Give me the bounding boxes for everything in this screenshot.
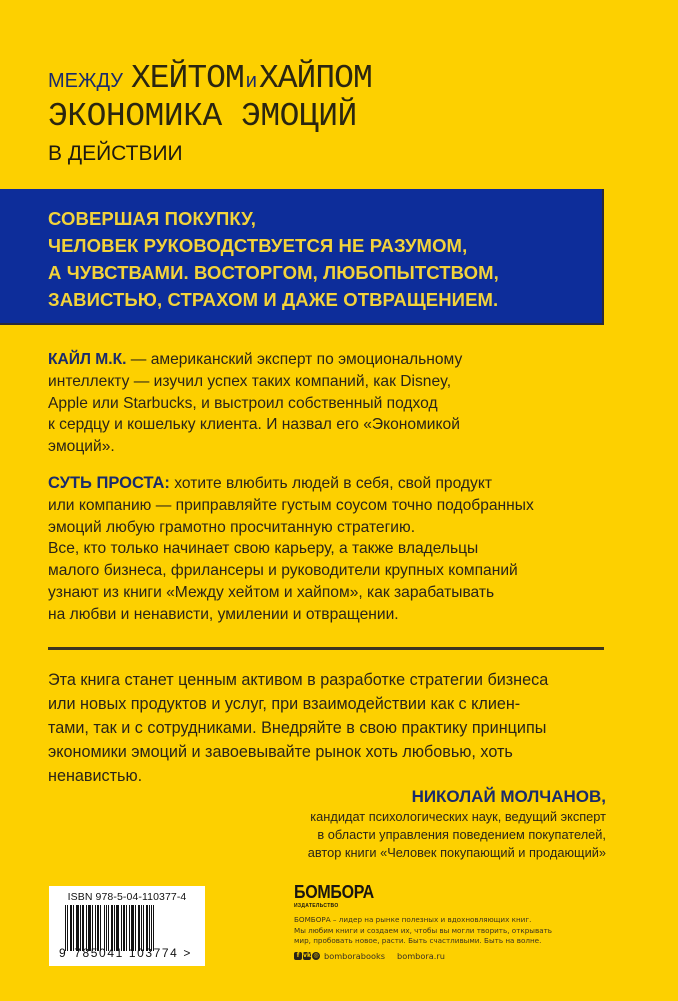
vk-icon[interactable]: vk (303, 951, 311, 959)
tagline-line: СОВЕРШАЯ ПОКУПКУ, (48, 208, 256, 229)
isbn-label: ISBN 978-5-04-110377-4 (67, 891, 187, 903)
publisher-website[interactable]: bombora.ru (397, 950, 445, 961)
divider (48, 647, 604, 650)
paragraph-line: хотите влюбить людей в себя, свой продукт (169, 475, 492, 492)
quote-line: ненавистью. (48, 767, 143, 785)
author-paragraph (48, 349, 628, 458)
paragraph-line: Apple или Starbucks, и выстроил собственный подход (48, 394, 438, 412)
reviewer-name: НИКОЛАЙ МОЛЧАНОВ, (411, 787, 606, 806)
title-line-1 (48, 60, 372, 96)
publisher-logo: БОМБОРА (294, 883, 374, 903)
paragraph-line: — американский эксперт по эмоциональному (126, 351, 463, 368)
reviewer-credential: автор книги «Человек покупающий и продающий» (307, 845, 606, 860)
paragraph-line: узнают из книги «Между хейтом и хайпом», как зарабатывать (48, 583, 495, 601)
publisher-block (294, 883, 552, 961)
quote-line: тами, так и с сотрудниками. Внедряйте в свою практику принципы (48, 719, 547, 737)
paragraph-line: эмоций». (48, 438, 115, 456)
publisher-links (294, 951, 552, 961)
paragraph-line: на любви и ненависти, умилении и отвращении. (48, 605, 399, 623)
reviewer-signature (308, 786, 606, 862)
quote-line: Эта книга станет ценным активом в разработке стратегии бизнеса (48, 671, 549, 689)
publisher-logo-subtitle: ИЗДАТЕЛЬСТВО (294, 903, 339, 909)
instagram-icon[interactable]: ◎ (313, 951, 319, 959)
tagline-line: ЧЕЛОВЕК РУКОВОДСТВУЕТСЯ НЕ РАЗУМОМ, (48, 235, 468, 256)
essence-paragraph (48, 473, 628, 626)
title-word-hype: ХАЙПОМ (258, 60, 372, 97)
paragraph-line: Все, кто только начинает свою карьеру, а также владельцы (48, 540, 479, 558)
quote-line: экономики эмоций и завоевывайте рынок хоть любовью, хоть (48, 743, 513, 761)
reviewer-credential: в области управления поведением покупателей, (317, 827, 606, 842)
title-conjunction: и (245, 70, 257, 92)
paragraph-line: к сердцу и кошельку клиента. И назвал его «Экономикой (48, 416, 460, 434)
book-title (48, 60, 372, 166)
review-quote (48, 668, 608, 788)
barcode-bars (65, 905, 195, 951)
social-handle[interactable]: bomborabooks (324, 950, 385, 961)
reviewer-credential: кандидат психологических наук, ведущий эксперт (310, 809, 606, 824)
social-icons (294, 952, 320, 960)
paragraph-line: интеллекту — изучил успех таких компаний, как Disney, (48, 372, 452, 390)
tagline-line: ЗАВИСТЬЮ, СТРАХОМ И ДАЖЕ ОТВРАЩЕНИЕМ. (48, 289, 499, 310)
paragraph-line: малого бизнеса, фрилансеры и руководители крупных компаний (48, 562, 518, 580)
title-prefix: МЕЖДУ (48, 70, 123, 92)
title-line-3: В ДЕЙСТВИИ (48, 142, 183, 165)
facebook-icon[interactable]: f (294, 952, 302, 960)
essence-lead: СУТЬ ПРОСТА: (48, 474, 170, 492)
paragraph-line: или компанию — приправляйте густым соусом точно подобранных (48, 496, 534, 514)
isbn-barcode (49, 886, 205, 966)
quote-line: или новых продуктов и услуг, при взаимодействии как с клиен- (48, 695, 521, 713)
barcode-digits: 9 785041 103774 > (59, 946, 193, 960)
publisher-description: БОМБОРА – лидер на рынке полезных и вдохновляющих книг. Мы любим книги и создаем их, чтобы вы могли творить, открывать мир, пробовать новое, расти. Быть счастливыми. Быть на волне. (294, 915, 553, 945)
title-word-hate: ХЕЙТОМ (130, 60, 244, 97)
paragraph-line: эмоций любую грамотно просчитанную стратегию. (48, 518, 416, 536)
author-name: КАЙЛ М.К. (48, 351, 127, 368)
tagline-line: А ЧУВСТВАМИ. ВОСТОРГОМ, ЛЮБОПЫТСТВОМ, (48, 262, 499, 283)
tagline-box (0, 189, 604, 325)
title-line-2: ЭКОНОМИКА ЭМОЦИЙ (48, 98, 357, 135)
